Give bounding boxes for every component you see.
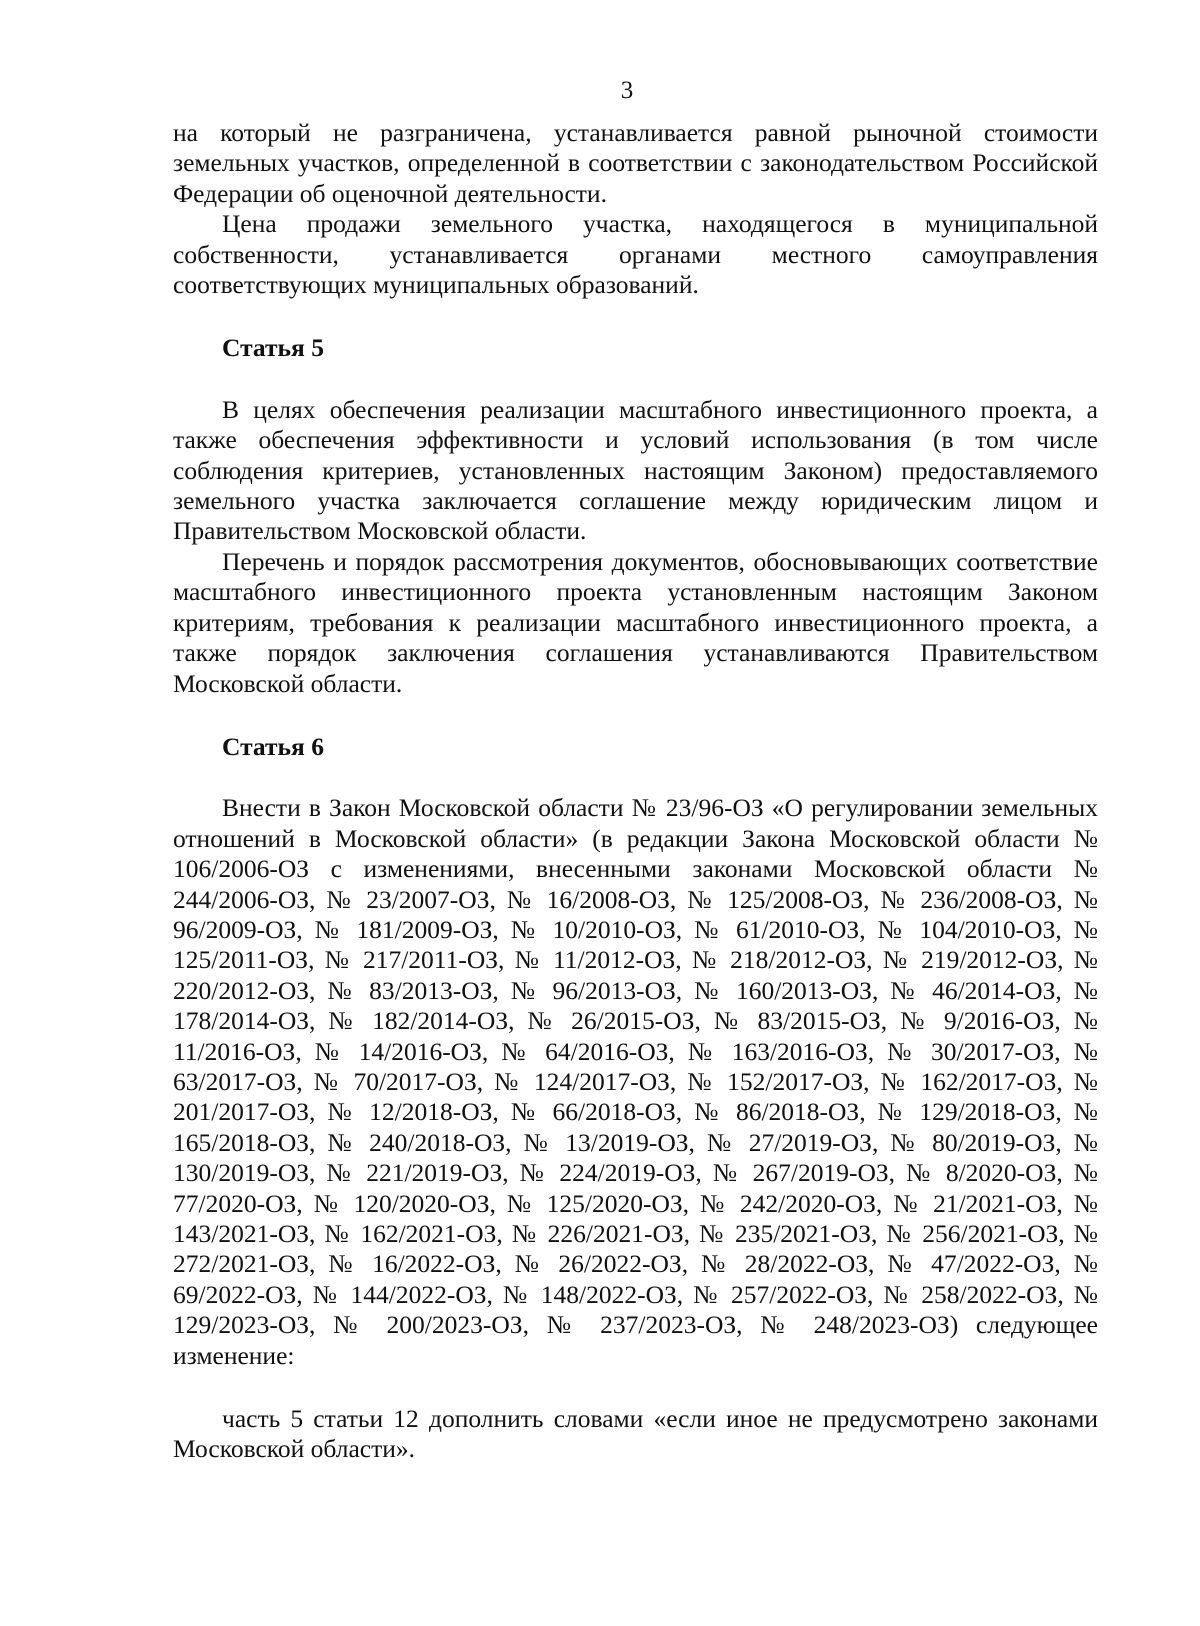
article-6-heading: Статья 6 — [222, 731, 324, 761]
article-6-paragraph-change: часть 5 статьи 12 дополнить словами «если иное не предусмотрено законами Московской области». — [173, 1404, 1098, 1464]
document-body — [173, 118, 1098, 1465]
article-5-heading: Статья 5 — [222, 333, 324, 363]
paragraph-continuation: на который не разграничена, устанавливается равной рыночной стоимости земельных участков, определенной в соответствии с законодательством Российской Федерации об оценочной деятельности. — [173, 118, 1098, 208]
article-5-paragraph-1: В целях обеспечения реализации масштабного инвестиционного проекта, а также обеспечения эффективности и условий использования (в том числе соблюдения критериев, установленных настоящим Законом) предоставляемого земельного участка заключается соглашение между юридическим лицом и Правительством Московской области. — [173, 394, 1098, 546]
page-number: 3 — [620, 77, 634, 104]
article-6-paragraph-amendments: Внести в Закон Московской области № 23/96-ОЗ «О регулировании земельных отношений в Московской области» (в редакции Закона Московской области № 106/2006-ОЗ с изменениями, внесенными законами Московской области № 244/2006-ОЗ, № 23/2007-ОЗ, № 16/2008-ОЗ, № 125/2008-ОЗ, № 236/2008-ОЗ, № 96/2009-ОЗ, № 181/2009-ОЗ, № 10/2010-ОЗ, № 61/2010-ОЗ, № 104/2010-ОЗ, № 125/2011-ОЗ, № 217/2011-ОЗ, № 11/2012-ОЗ, № 218/2012-ОЗ, № 219/2012-ОЗ, № 220/2012-ОЗ, № 83/2013-ОЗ, № 96/2013-ОЗ, № 160/2013-ОЗ, № 46/2014-ОЗ, № 178/2014-ОЗ, № 182/2014-ОЗ, № 26/2015-ОЗ, № 83/2015-ОЗ, № 9/2016-ОЗ, № 11/2016-ОЗ, № 14/2016-ОЗ, № 64/2016-ОЗ, № 163/2016-ОЗ, № 30/2017-ОЗ, № 63/2017-ОЗ, № 70/2017-ОЗ, № 124/2017-ОЗ, № 152/2017-ОЗ, № 162/2017-ОЗ, № 201/2017-ОЗ, № 12/2018-ОЗ, № 66/2018-ОЗ, № 86/2018-ОЗ, № 129/2018-ОЗ, № 165/2018-ОЗ, № 240/2018-ОЗ, № 13/2019-ОЗ, № 27/2019-ОЗ, № 80/2019-ОЗ, № 130/2019-ОЗ, № 221/2019-ОЗ, № 224/2019-ОЗ, № 267/2019-ОЗ, № 8/2020-ОЗ, № 77/2020-ОЗ, № 120/2020-ОЗ, № 125/2020-ОЗ, № 242/2020-ОЗ, № 21/2021-ОЗ, № 143/2021-ОЗ, № 162/2021-ОЗ, № 226/2021-ОЗ, № 235/2021-ОЗ, № 256/2021-ОЗ, № 272/2021-ОЗ, № 16/2022-ОЗ, № 26/2022-ОЗ, № 28/2022-ОЗ, № 47/2022-ОЗ, № 69/2022-ОЗ, № 144/2022-ОЗ, № 148/2022-ОЗ, № 257/2022-ОЗ, № 258/2022-ОЗ, № 129/2023-ОЗ, № 200/2023-ОЗ, № 237/2023-ОЗ, № 248/2023-ОЗ) следующее изменение: — [173, 793, 1098, 1370]
paragraph-sale-price: Цена продажи земельного участка, находящегося в муниципальной собственности, устанавливается органами местного самоуправления соответствующих муниципальных образований. — [173, 209, 1098, 300]
article-5-paragraph-2: Перечень и порядок рассмотрения документов, обосновывающих соответствие масштабного инвестиционного проекта установленным настоящим Законом критериям, требования к реализации масштабного инвестиционного проекта, а также порядок заключения соглашения устанавливаются Правительством Московской области. — [173, 546, 1098, 698]
